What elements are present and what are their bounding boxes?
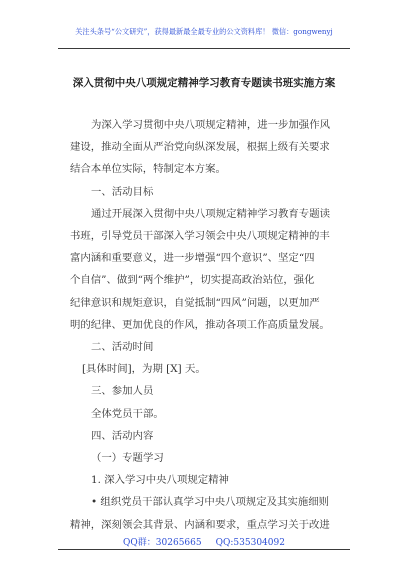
footer-qq-group: QQ群：30265665	[123, 538, 202, 548]
paragraph-line: 富内涵和重要意义，进一步增强“四个意识”、坚定“四	[70, 252, 315, 265]
footer-divider	[58, 549, 350, 550]
document-title: 深入贯彻中央八项规定精神学习教育专题读书班实施方案	[72, 77, 336, 89]
section-heading: 一、活动目标	[91, 185, 154, 198]
item-heading: 1. 深入学习中央八项规定精神	[91, 474, 229, 487]
section-heading: 四、活动内容	[91, 429, 154, 442]
paragraph-line: 明的纪律、更加优良的作风，推动各项工作高质量发展。	[70, 318, 330, 331]
footer-contacts	[0, 535, 408, 548]
section-heading: 三、参加人员	[91, 385, 154, 398]
paragraph-line: 为深入学习贯彻中央八项规定精神，进一步加强作风	[91, 119, 330, 131]
paragraph-line: 精神，深刻领会其背景、内涵和要求，重点学习关于改进	[70, 518, 330, 531]
footer-qq-number: QQ:535304092	[215, 538, 285, 548]
paragraph-line: 全体党员干部。	[91, 407, 164, 420]
paragraph-line: 通过开展深入贯彻中央八项规定精神学习教育专题读	[91, 207, 330, 220]
section-heading: 二、活动时间	[91, 341, 154, 354]
paragraph-line: 纪律意识和规矩意识，自觉抵制“四风”问题，以更加严	[70, 296, 320, 309]
header-divider	[58, 48, 350, 49]
header-note: 关注头条号“公文研究”，获得最新最全最专业的公文资料库！ 微信：gongwenyj	[75, 27, 333, 36]
paragraph-line: 建设，推动全面从严治党向纵深发展，根据上级有关要求	[70, 141, 330, 154]
subsection-heading: （一）专题学习	[91, 452, 164, 465]
paragraph-line: 书班，引导党员干部深入学习领会中央八项规定精神的丰	[70, 230, 330, 243]
paragraph-line: [具体时间]，为期 [X] 天。	[82, 363, 206, 376]
paragraph-line: 个自信”、做到“两个维护”，切实提高政治站位，强化	[70, 274, 315, 287]
bullet-line: • 组织党员干部认真学习中央八项规定及其实施细则	[91, 496, 330, 509]
paragraph-line: 结合本单位实际，特制定本方案。	[70, 163, 226, 176]
document-body	[70, 114, 340, 536]
